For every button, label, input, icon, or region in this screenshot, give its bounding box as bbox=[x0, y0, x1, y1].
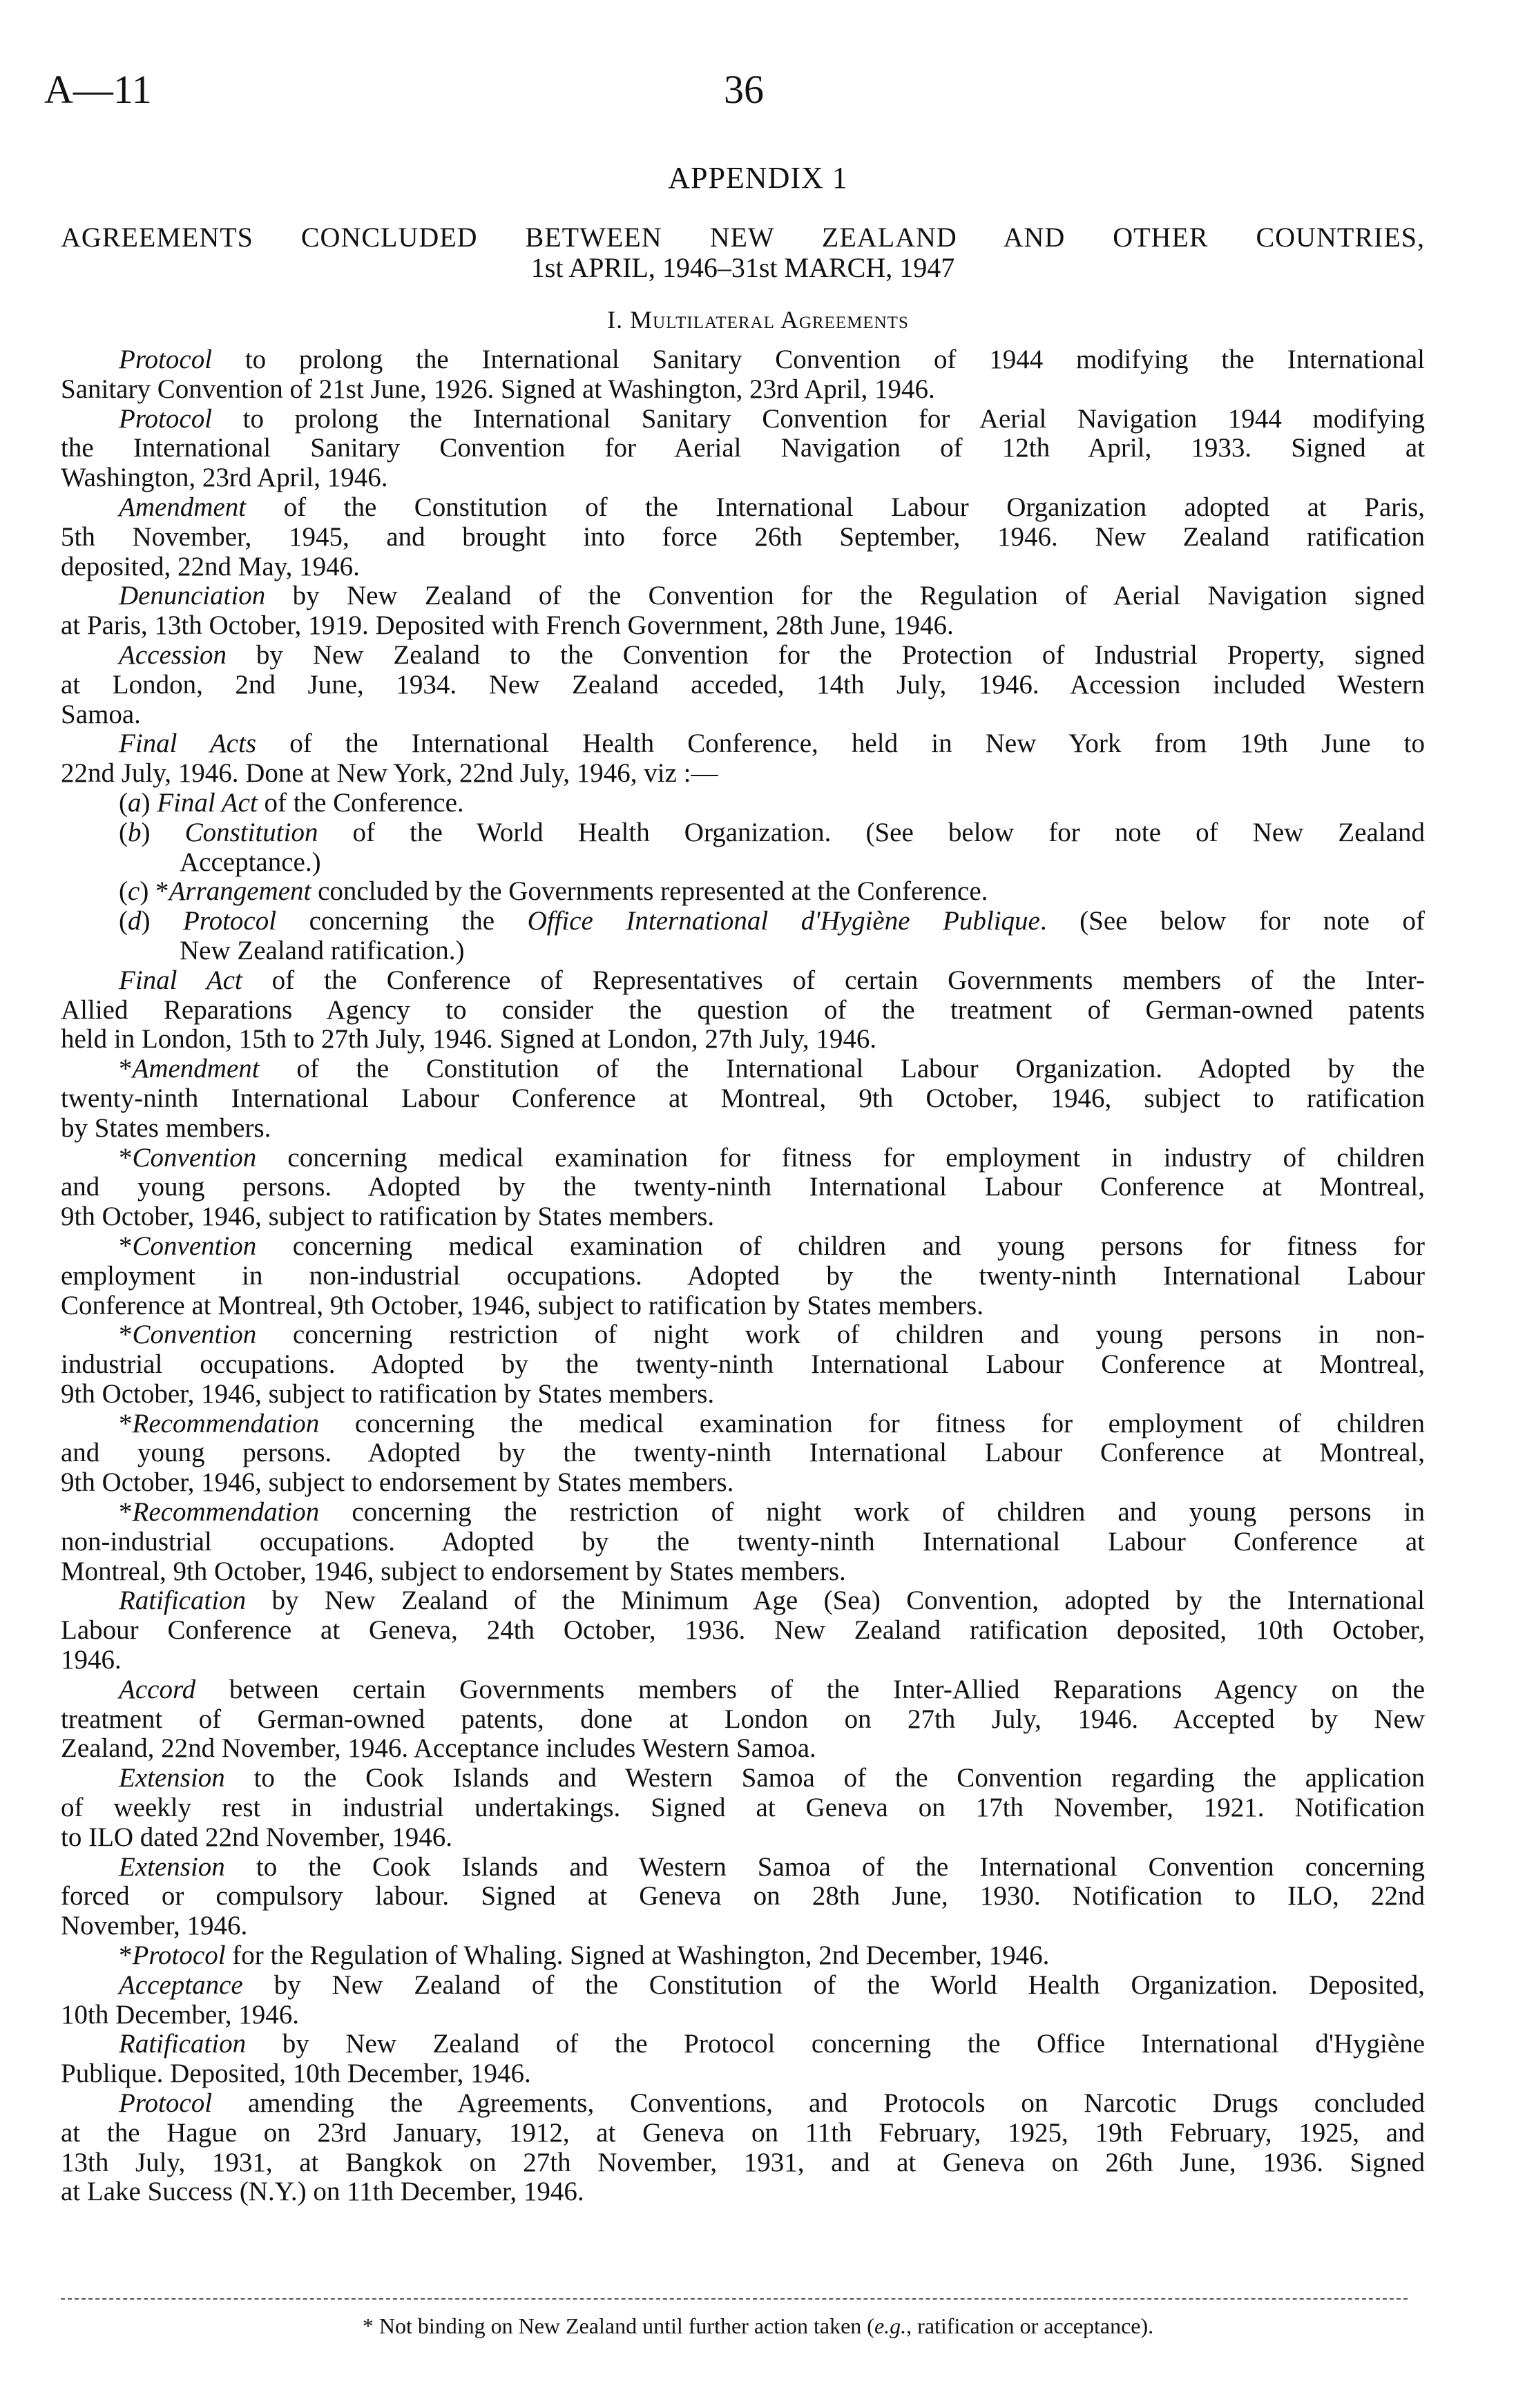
text-line bbox=[61, 1853, 1425, 1882]
text-segment: to ILO dated 22nd November, 1946. bbox=[61, 1822, 453, 1852]
text-line bbox=[61, 1646, 1425, 1675]
text-line bbox=[61, 1616, 1425, 1646]
text-segment: and young persons. Adopted by the twenty-ninth International Labour Conference at Montreal, bbox=[61, 1438, 1425, 1468]
text-line bbox=[61, 966, 1425, 996]
text-segment: . (See below for note of bbox=[1039, 906, 1425, 936]
text-segment: ) bbox=[141, 787, 157, 818]
text-segment: to prolong the International Sanitary Convention of 1944 modifying the International bbox=[212, 345, 1425, 374]
text-line bbox=[61, 877, 1425, 907]
text-line bbox=[61, 1911, 1425, 1941]
agreement-entry bbox=[61, 641, 1425, 729]
text-line bbox=[61, 1705, 1425, 1735]
text-segment: Montreal, 9th October, 1946, subject to endorsement by States members. bbox=[61, 1556, 846, 1586]
text-line bbox=[61, 1438, 1425, 1468]
text-line bbox=[61, 581, 1425, 611]
text-segment: by New Zealand to the Convention for the Protection of Industrial Property, signed bbox=[226, 639, 1425, 670]
text-segment: Acceptance.) bbox=[180, 847, 321, 877]
text-segment: Samoa. bbox=[61, 699, 141, 729]
text-segment: Conference at Montreal, 9th October, 1946, subject to ratification by States members. bbox=[61, 1290, 984, 1320]
text-segment: ) * bbox=[140, 876, 169, 907]
text-segment: New Zealand ratification.) bbox=[180, 935, 465, 965]
text-segment: ( bbox=[119, 817, 128, 847]
italic-term: Office International d'Hygiène Publique bbox=[527, 906, 1040, 936]
italic-term: Recommendation bbox=[132, 1497, 320, 1528]
italic-term: Denunciation bbox=[119, 581, 266, 611]
italic-term: Ratification bbox=[119, 2029, 247, 2059]
text-line bbox=[61, 1320, 1425, 1350]
agreement-entry bbox=[61, 966, 1425, 1054]
text-line bbox=[61, 2059, 1425, 2089]
text-line bbox=[61, 1764, 1425, 1793]
text-line bbox=[61, 848, 1425, 878]
text-segment: twenty-ninth International Labour Conference at Montreal, 9th October, 1946, subject to ratification bbox=[61, 1083, 1425, 1113]
text-segment: held in London, 15th to 27th July, 1946. Signed at London, 27th July, 1946. bbox=[61, 1024, 877, 1054]
sub-item bbox=[61, 789, 1425, 818]
agreement-entry bbox=[61, 1586, 1425, 1675]
text-line bbox=[61, 818, 1425, 848]
text-line bbox=[61, 996, 1425, 1025]
italic-term: Accession bbox=[119, 639, 227, 670]
italic-term: Amendment bbox=[119, 492, 247, 522]
text-segment: 1946. bbox=[61, 1645, 122, 1675]
italic-term: Protocol bbox=[132, 1940, 226, 1971]
text-line bbox=[61, 1557, 1425, 1587]
italic-term: Acceptance bbox=[119, 1969, 243, 2000]
text-line bbox=[61, 1262, 1425, 1291]
italic-term: a bbox=[128, 787, 142, 818]
text-segment: ) bbox=[141, 817, 185, 847]
agreement-entry bbox=[61, 405, 1425, 493]
text-segment: concerning restriction of night work of children and young persons in non- bbox=[256, 1320, 1425, 1350]
italic-term: c bbox=[128, 876, 140, 907]
text-line bbox=[61, 1380, 1425, 1409]
text-line bbox=[61, 463, 1425, 493]
text-line bbox=[61, 2177, 1425, 2207]
italic-term: Constitution bbox=[184, 817, 318, 847]
text-segment: 13th July, 1931, at Bangkok on 27th November, 1931, and at Geneva on 26th June, 1936. Signed bbox=[61, 2147, 1425, 2177]
footnote-divider bbox=[61, 2298, 1408, 2300]
text-segment: * bbox=[119, 1142, 133, 1173]
text-segment: by New Zealand of the Minimum Age (Sea) Convention, adopted by the International bbox=[246, 1586, 1425, 1616]
text-line bbox=[61, 434, 1425, 463]
text-segment: ) bbox=[141, 906, 184, 936]
text-segment: 9th October, 1946, subject to ratification by States members. bbox=[61, 1202, 715, 1232]
text-segment: 9th October, 1946, subject to endorsement by States members. bbox=[61, 1467, 734, 1498]
agreement-entry bbox=[61, 581, 1425, 641]
text-segment: 9th October, 1946, subject to ratification by States members. bbox=[61, 1378, 715, 1409]
text-line bbox=[61, 641, 1425, 671]
text-line bbox=[61, 1025, 1425, 1054]
text-line bbox=[61, 552, 1425, 582]
text-segment: to prolong the International Sanitary Convention for Aerial Navigation 1944 modifying bbox=[212, 403, 1425, 434]
text-segment: * bbox=[119, 1054, 133, 1084]
text-segment: treatment of German-owned patents, done at London on 27th July, 1946. Accepted by New bbox=[61, 1704, 1425, 1734]
text-line bbox=[61, 523, 1425, 552]
text-line bbox=[61, 493, 1425, 523]
text-segment: to the Cook Islands and Western Samoa of the International Convention concerning bbox=[224, 1851, 1425, 1882]
text-segment: employment in non-industrial occupations. Adopted by the twenty-ninth International Labour bbox=[61, 1260, 1425, 1291]
agreement-entry bbox=[61, 1144, 1425, 1232]
text-line bbox=[61, 2148, 1425, 2178]
italic-term: d bbox=[128, 906, 142, 936]
page-number: 36 bbox=[724, 67, 764, 112]
text-segment: * bbox=[119, 1231, 133, 1261]
document-title bbox=[61, 222, 1425, 283]
text-line bbox=[61, 1941, 1425, 1971]
text-line bbox=[61, 936, 1425, 966]
text-line bbox=[61, 789, 1425, 818]
text-segment: industrial occupations. Adopted by the twenty-ninth International Labour Conference at Montreal, bbox=[61, 1349, 1425, 1380]
text-segment: between certain Governments members of the Inter-Allied Reparations Agency on the bbox=[195, 1674, 1425, 1704]
footnote bbox=[0, 2313, 1516, 2339]
text-segment: for the Regulation of Whaling. Signed at Washington, 2nd December, 1946. bbox=[225, 1940, 1050, 1971]
sub-item bbox=[61, 818, 1425, 878]
text-segment: 10th December, 1946. bbox=[61, 1999, 300, 2030]
text-line bbox=[61, 1675, 1425, 1705]
italic-term: Accord bbox=[119, 1674, 196, 1704]
italic-term: Final Act bbox=[157, 787, 258, 818]
text-line bbox=[61, 1882, 1425, 1911]
text-line bbox=[61, 1232, 1425, 1262]
text-line bbox=[61, 1734, 1425, 1764]
text-line bbox=[61, 1971, 1425, 2001]
agreement-entry bbox=[61, 345, 1425, 405]
italic-term: Protocol bbox=[119, 403, 213, 434]
italic-term: Extension bbox=[119, 1763, 225, 1793]
agreement-entry bbox=[61, 1320, 1425, 1409]
text-line bbox=[61, 405, 1425, 434]
agreement-entry bbox=[61, 2089, 1425, 2207]
text-segment: deposited, 22nd May, 1946. bbox=[61, 551, 360, 581]
text-line bbox=[61, 1202, 1425, 1232]
text-line bbox=[61, 1144, 1425, 1173]
italic-term: Final Acts bbox=[119, 729, 257, 759]
text-segment: of the World Health Organization. (See below for note of New Zealand bbox=[318, 817, 1425, 847]
text-segment: by New Zealand of the Convention for the Regulation of Aerial Navigation signed bbox=[265, 581, 1425, 611]
agreement-entry bbox=[61, 1409, 1425, 1498]
text-line bbox=[61, 375, 1425, 405]
text-segment: at London, 2nd June, 1934. New Zealand acceded, 14th July, 1946. Accession included Western bbox=[61, 669, 1425, 700]
text-segment: non-industrial occupations. Adopted by the twenty-ninth International Labour Conference at bbox=[61, 1526, 1425, 1557]
text-line bbox=[61, 759, 1425, 789]
agreement-entry bbox=[61, 1853, 1425, 1941]
text-segment: to the Cook Islands and Western Samoa of the Convention regarding the application bbox=[224, 1763, 1425, 1793]
text-line bbox=[61, 671, 1425, 700]
text-segment: Washington, 23rd April, 1946. bbox=[61, 463, 388, 493]
text-segment: concerning the bbox=[276, 906, 528, 936]
italic-term: Convention bbox=[132, 1320, 257, 1350]
text-segment: amending the Agreements, Conventions, and Protocols on Narcotic Drugs concluded bbox=[212, 2088, 1425, 2119]
text-segment: Zealand, 22nd November, 1946. Acceptance includes Western Samoa. bbox=[61, 1733, 816, 1764]
text-line bbox=[61, 2001, 1425, 2030]
text-line bbox=[61, 611, 1425, 641]
text-segment: November, 1946. bbox=[61, 1911, 248, 1941]
italic-term: Protocol bbox=[119, 2088, 213, 2119]
text-segment: of weekly rest in industrial undertakings. Signed at Geneva on 17th November, 1921. Notification bbox=[61, 1793, 1425, 1823]
text-segment: concerning the restriction of night work of children and young persons in bbox=[319, 1497, 1425, 1528]
text-line bbox=[61, 1528, 1425, 1557]
text-line bbox=[61, 1793, 1425, 1823]
agreement-entry bbox=[61, 1054, 1425, 1143]
italic-term: Protocol bbox=[183, 906, 277, 936]
agreement-entry bbox=[61, 1232, 1425, 1320]
text-segment: and young persons. Adopted by the twenty-ninth International Labour Conference at Montreal, bbox=[61, 1172, 1425, 1202]
text-segment: the International Sanitary Convention for Aerial Navigation of 12th April, 1933. Signed at bbox=[61, 433, 1425, 463]
agreement-entry bbox=[61, 1971, 1425, 2030]
sub-item bbox=[61, 877, 1425, 907]
italic-term: b bbox=[128, 817, 142, 847]
agreements-list bbox=[61, 345, 1425, 2207]
text-segment: forced or compulsory labour. Signed at Geneva on 28th June, 1930. Notification to ILO, 22nd bbox=[61, 1881, 1425, 1911]
text-segment: ( bbox=[119, 906, 128, 936]
text-segment: 22nd July, 1946. Done at New York, 22nd July, 1946, viz :— bbox=[61, 758, 718, 789]
text-segment: of the Constitution of the International Labour Organization. Adopted by the bbox=[259, 1054, 1425, 1084]
text-line bbox=[61, 1586, 1425, 1616]
text-line bbox=[61, 1173, 1425, 1202]
text-segment: concerning medical examination of children and young persons for fitness for bbox=[256, 1231, 1425, 1261]
text-segment: * bbox=[119, 1497, 133, 1528]
footnote-text: * Not binding on New Zealand until further action taken ( bbox=[362, 2313, 874, 2338]
text-line bbox=[61, 1291, 1425, 1321]
text-segment: concerning medical examination for fitness for employment in industry of children bbox=[256, 1142, 1425, 1173]
title-line-2: 1st APRIL, 1946–31st MARCH, 1947 bbox=[530, 252, 955, 283]
text-segment: ( bbox=[119, 787, 128, 818]
text-segment: by New Zealand of the Protocol concerning the Office International d'Hygiène bbox=[246, 2029, 1425, 2059]
italic-term: Extension bbox=[119, 1851, 225, 1882]
text-line bbox=[61, 345, 1425, 375]
agreement-entry bbox=[61, 729, 1425, 789]
agreement-entry bbox=[61, 1764, 1425, 1852]
sub-item bbox=[61, 907, 1425, 966]
text-line bbox=[61, 2119, 1425, 2148]
text-segment: of the Conference of Representatives of certain Governments members of the Inter- bbox=[242, 965, 1425, 995]
text-line bbox=[61, 1114, 1425, 1144]
footnote-italic: e.g. bbox=[874, 2313, 907, 2338]
text-segment: of the Constitution of the International Labour Organization adopted at Paris, bbox=[246, 492, 1425, 522]
text-segment: * bbox=[119, 1320, 133, 1350]
text-segment: concluded by the Governments represented at the Conference. bbox=[311, 876, 988, 907]
text-line bbox=[61, 700, 1425, 730]
text-line bbox=[61, 729, 1425, 759]
document-code: A—11 bbox=[44, 67, 152, 112]
text-segment: at Lake Success (N.Y.) on 11th December, 1946. bbox=[61, 2177, 584, 2207]
italic-term: Amendment bbox=[132, 1054, 260, 1084]
text-segment: by New Zealand of the Constitution of the World Health Organization. Deposited, bbox=[242, 1969, 1425, 2000]
text-line bbox=[61, 1823, 1425, 1853]
italic-term: Recommendation bbox=[132, 1408, 320, 1438]
title-line-1: AGREEMENTS CONCLUDED BETWEEN NEW ZEALAND AND OTHER COUNTRIES, bbox=[61, 222, 1425, 253]
text-line bbox=[61, 1084, 1425, 1114]
agreement-entry bbox=[61, 1498, 1425, 1586]
agreement-entry bbox=[61, 1675, 1425, 1764]
text-line bbox=[61, 1498, 1425, 1528]
text-segment: of the Conference. bbox=[257, 787, 464, 818]
italic-term: Convention bbox=[132, 1231, 257, 1261]
text-segment: Publique. Deposited, 10th December, 1946. bbox=[61, 2059, 531, 2089]
agreement-entry bbox=[61, 2030, 1425, 2089]
text-segment: 5th November, 1945, and brought into force 26th September, 1946. New Zealand ratification bbox=[61, 521, 1425, 552]
text-segment: by States members. bbox=[61, 1113, 271, 1143]
text-line bbox=[61, 1409, 1425, 1439]
appendix-heading: APPENDIX 1 bbox=[668, 161, 848, 195]
text-segment: Sanitary Convention of 21st June, 1926. Signed at Washington, 23rd April, 1946. bbox=[61, 374, 935, 404]
agreement-entry bbox=[61, 1941, 1425, 1971]
italic-term: Ratification bbox=[119, 1586, 247, 1616]
text-segment: concerning the medical examination for fitness for employment of children bbox=[319, 1408, 1425, 1438]
footnote-text-end: , ratification or acceptance). bbox=[906, 2313, 1154, 2338]
text-segment: ( bbox=[119, 876, 128, 907]
text-line bbox=[61, 1468, 1425, 1498]
text-segment: at Paris, 13th October, 1919. Deposited with French Government, 28th June, 1946. bbox=[61, 610, 954, 641]
text-line bbox=[61, 1350, 1425, 1380]
section-heading: I. Multilateral Agreements bbox=[607, 306, 909, 334]
italic-term: Final Act bbox=[119, 965, 242, 995]
italic-term: Convention bbox=[132, 1142, 257, 1173]
text-segment: * bbox=[119, 1940, 133, 1971]
text-segment: * bbox=[119, 1408, 133, 1438]
agreement-entry bbox=[61, 493, 1425, 581]
text-line bbox=[61, 907, 1425, 936]
text-segment: of the International Health Conference, held in New York from 19th June to bbox=[256, 729, 1426, 759]
italic-term: Protocol bbox=[119, 345, 213, 374]
text-line bbox=[61, 2089, 1425, 2119]
text-segment: at the Hague on 23rd January, 1912, at Geneva on 11th February, 1925, 19th February, 1925, and bbox=[61, 2117, 1425, 2148]
text-segment: Allied Reparations Agency to consider the question of the treatment of German-owned patents bbox=[61, 994, 1425, 1025]
text-line bbox=[61, 1054, 1425, 1084]
italic-term: Arrangement bbox=[169, 876, 311, 907]
text-segment: Labour Conference at Geneva, 24th October, 1936. New Zealand ratification deposited, 10th October, bbox=[61, 1615, 1425, 1646]
text-line bbox=[61, 2030, 1425, 2059]
